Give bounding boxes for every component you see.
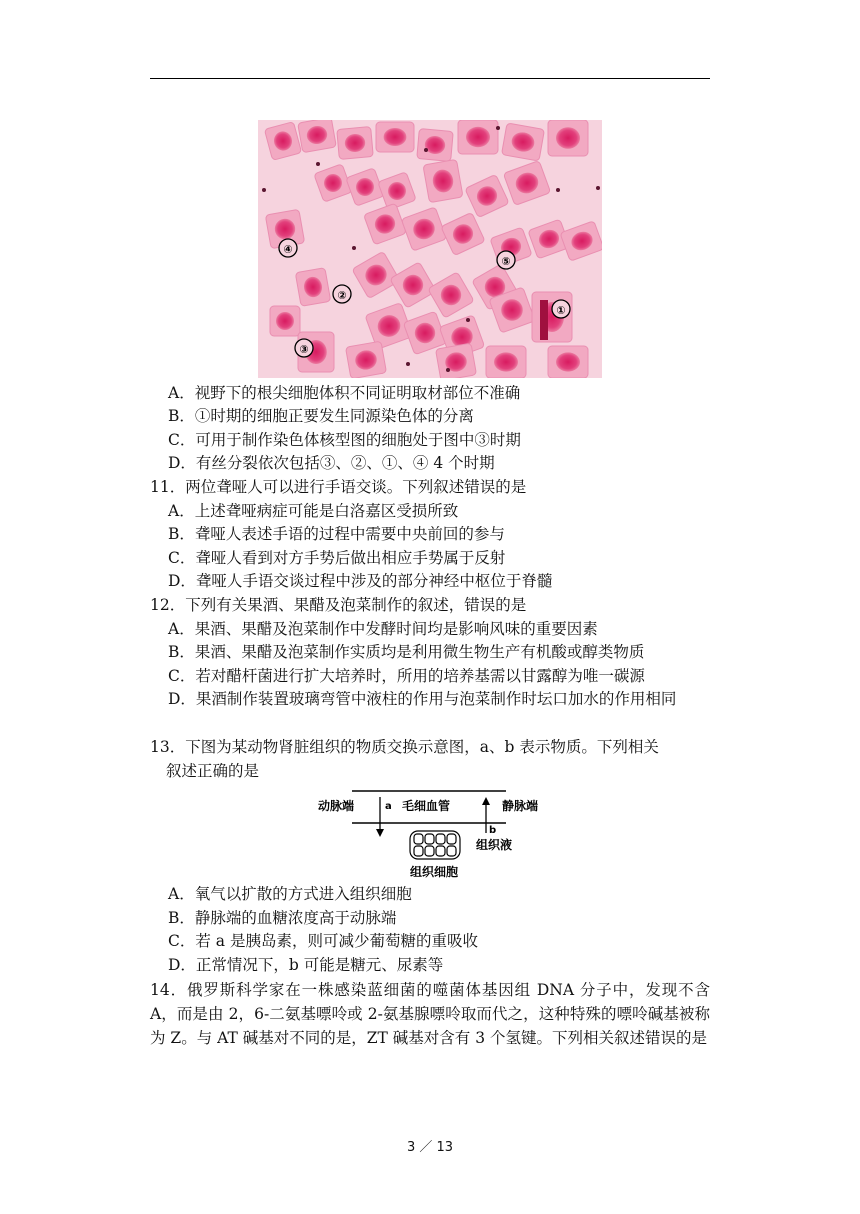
label-2: ② [337,289,347,302]
q13-stem-line2: 叙述正确的是 [166,762,260,780]
root-tip-cell [458,120,498,154]
q13-option-b: B．静脉端的血糖浓度高于动脉端 [168,909,397,927]
q11-option-a: A．上述聋哑病症可能是白洛嘉区受损所致 [168,502,459,520]
tissue-cells-icon [410,831,460,859]
q10-option-b: B．①时期的细胞正要发生同源染色体的分离 [168,407,474,425]
debris-dot [556,188,560,192]
root-tip-cell [435,343,476,378]
root-tip-cell [295,268,330,307]
q13-option-d: D．正常情况下，b 可能是糖元、尿素等 [168,956,444,974]
root-tip-cell [423,159,463,202]
q12-option-b: B．果酒、果醋及泡菜制作实质均是利用微生物生产有机酸或醇类物质 [168,643,645,661]
debris-dot [316,162,320,166]
root-tip-cell [337,127,373,160]
q12-option-d: D．果酒制作装置玻璃弯管中液柱的作用与泡菜制作时坛口加水的作用相同 [168,690,677,708]
capillary-label: 毛细血管 [402,799,451,813]
root-tip-cell [548,120,588,156]
root-tip-cell [376,122,414,152]
debris-dot [352,246,356,250]
b-label: b [489,825,497,836]
exchange-diagram [310,785,550,881]
root-tip-cell [417,129,453,162]
q12-option-a: A．果酒、果醋及泡菜制作中发酵时间均是影响风味的重要因素 [168,620,598,638]
q10-option-d: D．有丝分裂依次包括③、②、①、④ 4 个时期 [168,454,495,472]
debris-dot [466,318,470,322]
q12-stem: 12．下列有关果酒、果醋及泡菜制作的叙述，错误的是 [150,596,527,614]
q11-option-b: B．聋哑人表述手语的过程中需要中央前回的参与 [168,525,505,543]
page-number: 3 ／ 13 [406,1140,454,1155]
label-5: ⑤ [501,255,511,268]
q12-option-c: C．若对醋杆菌进行扩大培养时，所用的培养基需以甘露醇为唯一碳源 [168,667,645,685]
artery-end-label: 动脉端 [318,799,355,813]
q10-option-a: A．视野下的根尖细胞体积不同证明取材部位不准确 [168,384,521,402]
q11-option-c: C．聋哑人看到对方手势后做出相应手势属于反射 [168,549,506,567]
a-label: a [385,801,392,812]
root-tip-cell [502,123,545,161]
label-4: ④ [283,243,293,256]
tissue-cells-label: 组织细胞 [410,865,459,879]
header-rule [150,78,710,79]
root-tip-cell [345,341,386,378]
root-tip-cell [270,306,300,336]
q11-option-d: D．聋哑人手语交谈过程中涉及的部分神经中枢位于脊髓 [168,572,553,590]
root-tip-cell [486,346,526,378]
q13-stem-line1: 13．下图为某动物肾脏组织的物质交换示意图，a、b 表示物质。下列相关 [150,738,659,756]
q13-option-c: C．若 a 是胰岛素，则可减少葡萄糖的重吸收 [168,932,478,950]
q11-stem: 11．两位聋哑人可以进行手语交谈。下列叙述错误的是 [150,478,527,496]
tissue-fluid-label: 组织液 [476,838,513,852]
q14-stem: 14．俄罗斯科学家在一株感染蓝细菌的噬菌体基因组 DNA 分子中，发现不含 A，而是由 2，6-二氨基嘌呤或 2-氨基腺嘌呤取而代之，这种特殊的嘌呤碱基被称为 Z。与 AT 碱基对不同的是，ZT 碱基对含有 3 个氢键。下列相关叙述错误的是 [150,981,710,1047]
debris-dot [596,186,600,190]
debris-dot [424,148,428,152]
q10-option-c: C．可用于制作染色体核型图的细胞处于图中③时期 [168,431,521,449]
debris-dot [496,126,500,130]
metaphase-chromosomes [540,300,548,340]
debris-dot [406,362,410,366]
debris-dot [446,368,450,372]
label-3: ③ [299,343,309,356]
root-tip-cell [298,120,337,153]
q13-option-a: A．氧气以扩散的方式进入组织细胞 [168,885,412,903]
root-tip-micrograph [258,120,602,378]
debris-dot [262,188,266,192]
root-tip-cell [548,346,588,378]
label-1: ① [556,304,566,317]
vein-end-label: 静脉端 [502,799,539,813]
